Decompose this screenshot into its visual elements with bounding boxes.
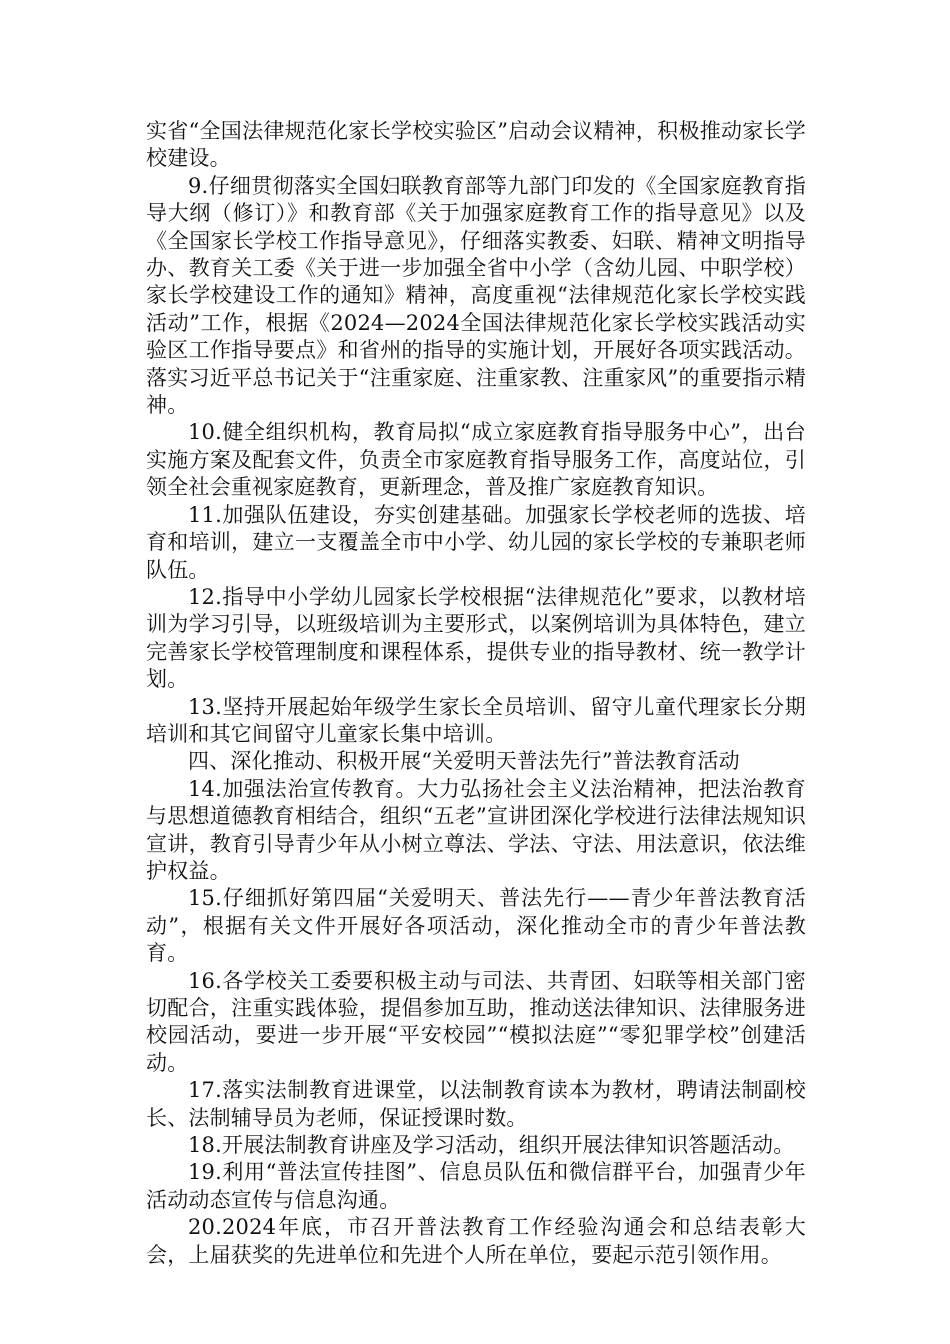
paragraph-item-10: 10.健全组织机构，教育局拟“成立家庭教育指导服务中心”，出台实施方案及配套文件，负责全市家庭教育指导服务工作，高度站位，引领全社会重视家庭教育，更新理念，普及推广家庭教育知识。 — [146, 420, 806, 500]
paragraph-item-11: 11.加强队伍建设，夯实创建基础。加强家长学校老师的选拔、培育和培训，建立一支覆盖全市中小学、幼儿园的家长学校的专兼职老师队伍。 — [146, 502, 806, 582]
paragraph-item-13: 13.坚持开展起始年级学生家长全员培训、留守儿童代理家长分期培训和其它间留守儿童家长集中培训。 — [146, 694, 806, 746]
paragraph-item-9: 9.仔细贯彻落实全国妇联教育部等九部门印发的《全国家庭教育指导大纲（修订）》和教育部《关于加强家庭教育工作的指导意见》以及《全国家长学校工作指导意见》，仔细落实教委、妇联、精神文明指导办、教育关工委《关于进一步加强全省中小学（含幼儿园、中职学校）家长学校建设工作的通知》精神，高度重视“法律规范化家长学校实践活动”工作，根据《2024—2024全国法律规范化家长学校实践活动实验区工作指导要点》和省州的指导的实施计划，开展好各项实践活动。落实习近平总书记关于“注重家庭、注重家教、注重家风”的重要指示精神。 — [146, 173, 806, 418]
paragraph-item-18: 18.开展法制教育讲座及学习活动，组织开展法律知识答题活动。 — [188, 1133, 795, 1158]
section-heading-4: 四、深化推动、积极开展“关爱明天普法先行”普法教育活动 — [188, 749, 740, 774]
paragraph-item-20: 20.2024年底，市召开普法教育工作经验沟通会和总结表彰大会，上届获奖的先进单位和先进个人所在单位，要起示范引领作用。 — [146, 1215, 806, 1267]
paragraph-item-17: 17.落实法制教育进课堂，以法制教育读本为教材，聘请法制副校长、法制辅导员为老师，保证授课时数。 — [146, 1078, 806, 1130]
paragraph-item-14: 14.加强法治宣传教育。大力弘扬社会主义法治精神，把法治教育与思想道德教育相结合，组织“五老”宣讲团深化学校进行法律法规知识宣讲，教育引导青少年从小树立尊法、学法、守法、用法意识，依法维护权益。 — [146, 776, 806, 883]
paragraph-continuation: 实省“全国法律规范化家长学校实验区”启动会议精神，积极推动家长学校建设。 — [146, 119, 806, 171]
document-body — [146, 118, 806, 1269]
paragraph-item-19: 19.利用“普法宣传挂图”、信息员队伍和微信群平台，加强青少年活动动态宣传与信息沟通。 — [146, 1160, 806, 1212]
paragraph-item-12: 12.指导中小学幼儿园家长学校根据“法律规范化”要求，以教材培训为学习引导，以班级培训为主要形式，以案例培训为具体特色，建立完善家长学校管理制度和课程体系，提供专业的指导教材、统一教学计划。 — [146, 584, 806, 692]
paragraph-item-15: 15.仔细抓好第四届“关爱明天、普法先行——青少年普法教育活动”，根据有关文件开展好各项活动，深化推动全市的青少年普法教育。 — [146, 886, 806, 966]
paragraph-item-16: 16.各学校关工委要积极主动与司法、共青团、妇联等相关部门密切配合，注重实践体验，提倡参加互助，推动送法律知识、法律服务进校园活动，要进一步开展“平安校园”“模拟法庭”“零犯罪学校”创建活动。 — [146, 968, 806, 1075]
